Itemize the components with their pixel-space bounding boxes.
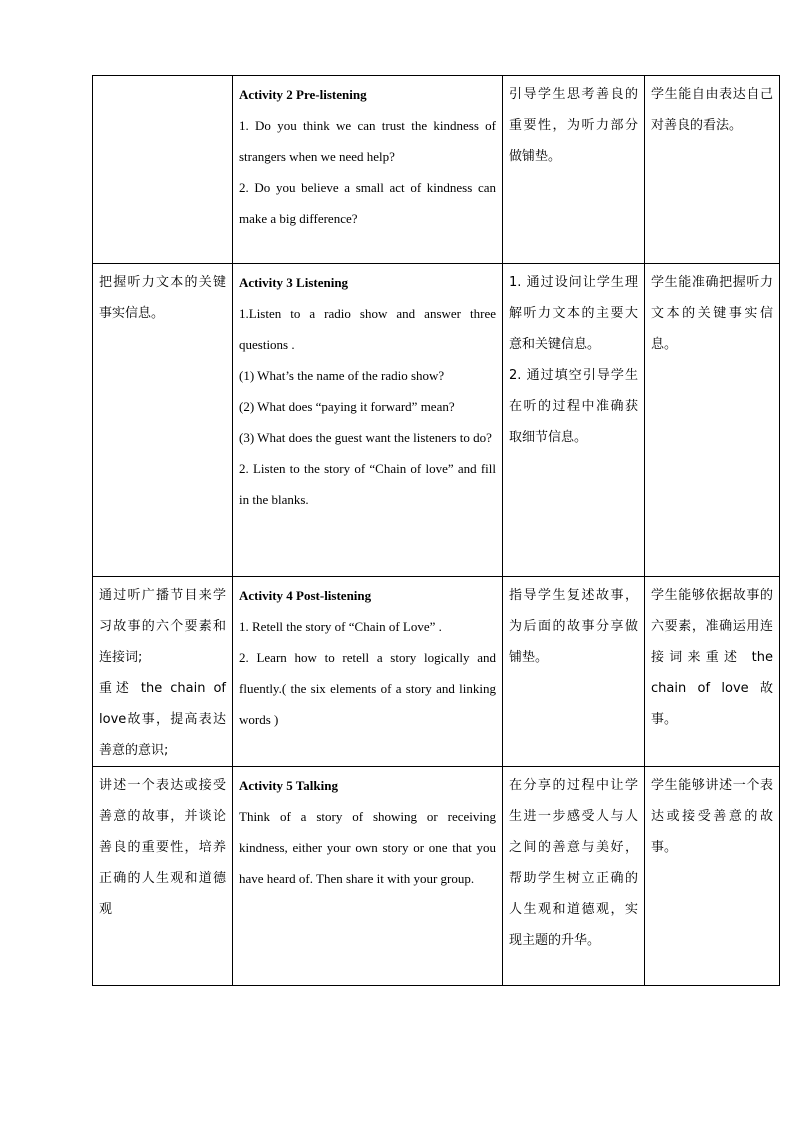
activity-line: 1. Retell the story of “Chain of Love” . — [239, 619, 442, 634]
evaluation-cell — [645, 767, 780, 986]
activity-line: (2) What does “paying it forward” mean? — [239, 399, 455, 414]
objective-text: 重述 the chain of love故事，提高表达善意的意识; — [99, 681, 226, 758]
objective-cell — [93, 767, 233, 986]
purpose-cell — [503, 577, 645, 767]
evaluation-text: 学生能自由表达自己对善良的看法。 — [651, 87, 773, 133]
purpose-text: 在分享的过程中让学生进一步感受人与人之间的善意与美好，帮助学生树立正确的人生观和道德观，实现主题的升华。 — [509, 778, 638, 948]
objective-cell — [93, 577, 233, 767]
activity-line: 2. Do you believe a small act of kindness can make a big difference? — [239, 180, 496, 226]
lesson-plan-table — [92, 75, 780, 986]
purpose-cell — [503, 767, 645, 986]
objective-text: 把握听力文本的关键事实信息。 — [99, 275, 226, 321]
table-row — [93, 264, 780, 577]
purpose-text: 指导学生复述故事，为后面的故事分享做铺垫。 — [509, 588, 638, 665]
evaluation-cell — [645, 76, 780, 264]
evaluation-text: 学生能够讲述一个表达或接受善意的故事。 — [651, 778, 773, 855]
table-row — [93, 76, 780, 264]
objective-cell — [93, 264, 233, 577]
activity-title: Activity 4 Post-listening — [239, 588, 372, 603]
objective-cell — [93, 76, 233, 264]
purpose-text: 引导学生思考善良的重要性，为听力部分做铺垫。 — [509, 87, 638, 164]
purpose-text: 1. 通过设问让学生理解听力文本的主要大意和关键信息。 — [509, 275, 638, 352]
evaluation-text: 学生能够依据故事的六要素，准确运用连接词来重述 the chain of love 故事。 — [651, 588, 773, 727]
activity-line: (3) What does the guest want the listeners to do? — [239, 430, 492, 445]
activity-title: Activity 3 Listening — [239, 275, 349, 290]
activity-cell — [233, 264, 503, 577]
objective-text: 通过听广播节目来学习故事的六个要素和连接词; — [99, 588, 226, 665]
evaluation-cell — [645, 264, 780, 577]
table-row — [93, 767, 780, 986]
activity-title: Activity 2 Pre-listening — [239, 87, 367, 102]
evaluation-cell — [645, 577, 780, 767]
activity-title: Activity 5 Talking — [239, 778, 338, 793]
objective-text: 讲述一个表达或接受善意的故事，并谈论善良的重要性，培养正确的人生观和道德观 — [99, 778, 226, 917]
purpose-text: 2. 通过填空引导学生在听的过程中准确获取细节信息。 — [509, 368, 638, 445]
evaluation-text: 学生能准确把握听力文本的关键事实信息。 — [651, 275, 773, 352]
activity-cell — [233, 76, 503, 264]
activity-cell — [233, 577, 503, 767]
activity-line: 1. Do you think we can trust the kindness of strangers when we need help? — [239, 118, 496, 164]
activity-line: 2. Listen to the story of “Chain of love” and fill in the blanks. — [239, 461, 496, 507]
table-row — [93, 577, 780, 767]
purpose-cell — [503, 76, 645, 264]
purpose-cell — [503, 264, 645, 577]
activity-cell — [233, 767, 503, 986]
activity-line: 2. Learn how to retell a story logically and fluently.( the six elements of a story and linking words ) — [239, 650, 496, 727]
activity-line: 1.Listen to a radio show and answer three questions . — [239, 306, 496, 352]
activity-line: (1) What’s the name of the radio show? — [239, 368, 445, 383]
activity-line: Think of a story of showing or receiving kindness, either your own story or one that you have heard of. Then share it with your group. — [239, 809, 496, 886]
